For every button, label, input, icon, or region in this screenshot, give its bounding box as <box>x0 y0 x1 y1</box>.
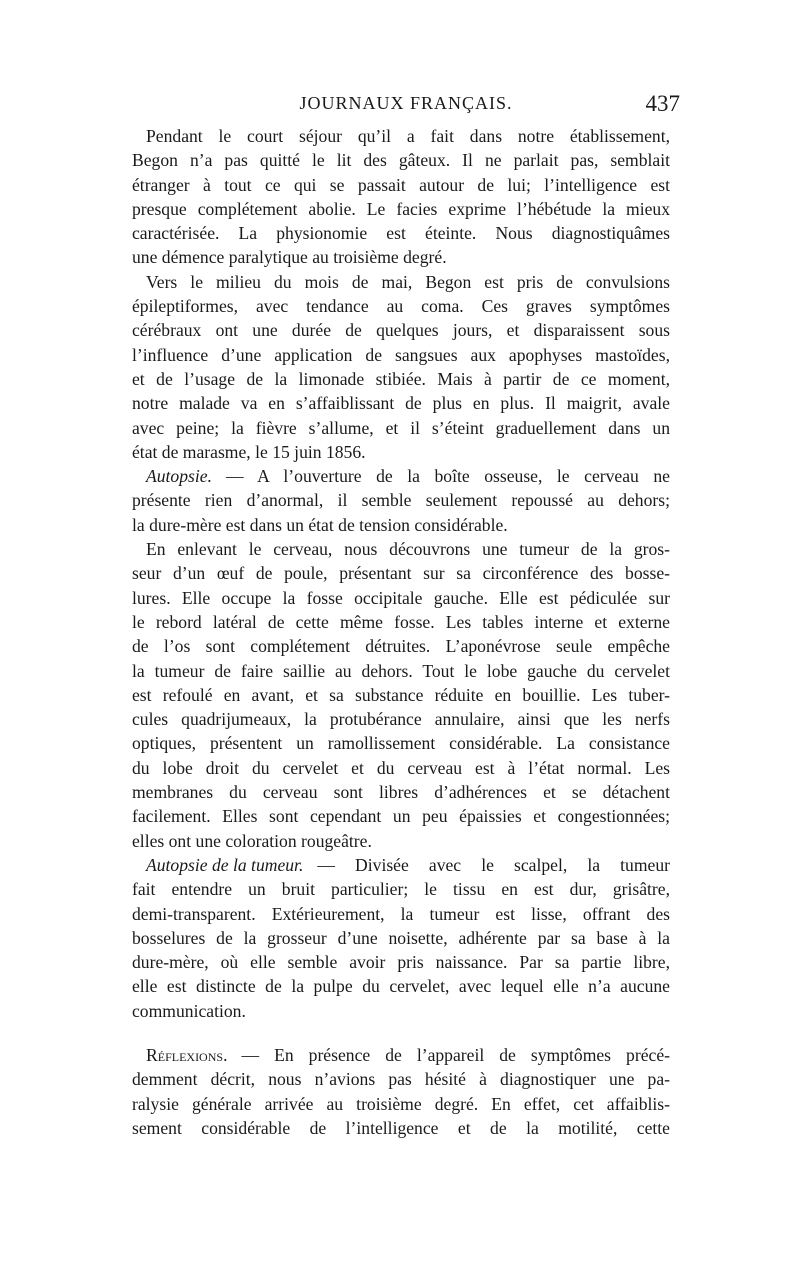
text-line: cérébraux ont une durée de quelques jours, et disparaissent sous <box>132 320 670 341</box>
paragraph <box>132 464 670 537</box>
paragraph <box>132 124 670 270</box>
text-line: de l’os sont complétement détruites. L’aponévrose seule empêche <box>132 636 670 657</box>
text-line: avec peine; la fièvre s’allume, et il s’éteint graduellement dans un <box>132 417 670 438</box>
text-line: le rebord latéral de cette même fosse. Les tables interne et externe <box>132 611 670 632</box>
text-line: état de marasme, le 15 juin 1856. <box>132 441 366 462</box>
text-fragment: — En présence de l’appareil de symptômes précé- <box>241 1044 670 1065</box>
text-line: communication. <box>132 1000 246 1021</box>
text-line: notre malade va en s’affaiblissant de plus en plus. Il maigrit, avale <box>132 393 670 414</box>
text-line: fait entendre un bruit particulier; le tissu en est dur, grisâtre, <box>132 879 670 900</box>
text-line: lures. Elle occupe la fosse occipitale gauche. Elle est pédiculée sur <box>132 587 670 608</box>
text-line: facilement. Elles sont cependant un peu épaissies et congestionnées; <box>132 806 670 827</box>
text-line: présente rien d’anormal, il semble seulement repoussé au dehors; <box>132 490 670 511</box>
text-line: étranger à tout ce qui se passait autour de lui; l’intelligence est <box>132 174 670 195</box>
text-line: Vers le milieu du mois de mai, Begon est pris de convulsions <box>146 271 670 292</box>
text-line: elle est distincte de la pulpe du cervelet, avec lequel elle n’a aucune <box>132 976 670 997</box>
text-line: elles ont une coloration rougeâtre. <box>132 830 372 851</box>
text-line: et de l’usage de la limonade stibiée. Mais à partir de ce moment, <box>132 368 670 389</box>
page-header <box>132 93 680 119</box>
text-line: du lobe droit du cervelet et du cerveau est à l’état normal. Les <box>132 757 670 778</box>
text-line: optiques, présentent un ramollissement considérable. La consistance <box>132 733 670 754</box>
text-line: l’influence d’une application de sangsues aux apophyses mastoïdes, <box>132 344 670 365</box>
paragraph <box>132 853 670 1023</box>
running-title: JOURNAUX FRANÇAIS. <box>299 93 513 113</box>
text-line <box>132 464 670 488</box>
text-line: demment décrit, nous n’avions pas hésité à diagnostiquer une pa- <box>132 1069 670 1090</box>
text-line: Begon n’a pas quitté le lit des gâteux. Il ne parlait pas, semblait <box>132 150 670 171</box>
page-number: 437 <box>645 91 680 116</box>
text-fragment: — Divisée avec le scalpel, la tumeur <box>317 854 670 875</box>
text-line <box>132 853 670 877</box>
text-line: ralysie générale arrivée au troisième degré. En effet, cet affaiblis- <box>132 1093 670 1114</box>
text-line: bosselures de la grosseur d’une noisette, adhérente par sa base à la <box>132 927 670 948</box>
text-line: membranes du cerveau sont libres d’adhérences et se détachent <box>132 782 670 803</box>
text-line <box>132 1043 670 1067</box>
text-line: Pendant le court séjour qu’il a fait dans notre établissement, <box>146 126 670 146</box>
text-fragment: — A l’ouverture de la boîte osseuse, le cerveau ne <box>225 466 670 487</box>
text-line: est refoulé en avant, et sa substance réduite en bouillie. Les tuber- <box>132 684 670 705</box>
text-line: épileptiformes, avec tendance au coma. Ces graves symptômes <box>132 296 670 317</box>
paragraph <box>132 270 670 464</box>
text-line: dure-mère, où elle semble avoir pris naissance. Par sa partie libre, <box>132 952 670 973</box>
body-text <box>132 124 670 1140</box>
text-line: la tumeur de faire saillie au dehors. Tout le lobe gauche du cervelet <box>132 660 670 681</box>
text-line: la dure-mère est dans un état de tension considérable. <box>132 514 508 535</box>
text-line: demi-transparent. Extérieurement, la tumeur est lisse, offrant des <box>132 903 670 924</box>
text-line: caractérisée. La physionomie est éteinte. Nous diagnostiquâmes <box>132 223 670 244</box>
paragraph <box>132 537 670 853</box>
section-lead: Autopsie de la tumeur. <box>146 854 304 875</box>
text-line: sement considérable de l’intelligence et de la motilité, cette <box>132 1117 670 1138</box>
section-lead: Réflexions. <box>146 1044 228 1065</box>
text-line: seur d’un œuf de poule, présentant sur sa circonférence des bosse- <box>132 563 670 584</box>
text-line: cules quadrijumeaux, la protubérance annulaire, ainsi que les nerfs <box>132 709 670 730</box>
section-spacer <box>132 1023 670 1043</box>
paragraph <box>132 1043 670 1140</box>
section-lead: Autopsie. <box>146 466 212 487</box>
text-line: une démence paralytique au troisième degré. <box>132 247 447 268</box>
text-line: presque complétement abolie. Le facies exprime l’hébétude la mieux <box>132 198 670 219</box>
text-line: En enlevant le cerveau, nous découvrons une tumeur de la gros- <box>146 539 670 560</box>
